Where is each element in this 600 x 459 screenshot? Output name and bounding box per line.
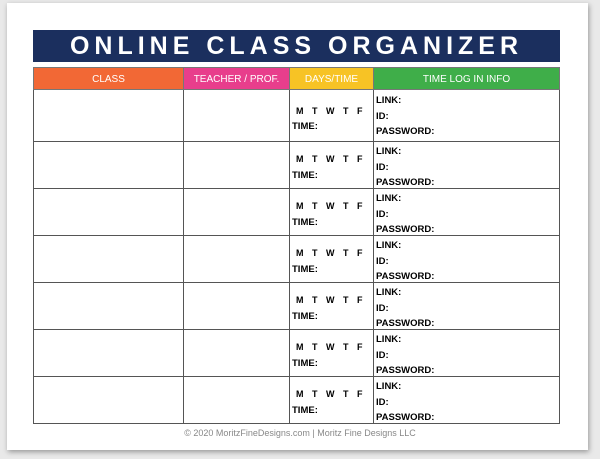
days-time-cell[interactable] [289,377,373,424]
class-cell[interactable] [33,90,183,142]
id-label: ID: [376,302,389,314]
page-title: ONLINE CLASS ORGANIZER [33,30,560,62]
days-time-cell[interactable] [289,283,373,330]
login-info-cell[interactable] [373,330,560,377]
weekdays-label: M T W T F [296,342,363,352]
time-label: TIME: [292,264,318,275]
weekdays-label: M T W T F [296,248,363,258]
class-cell[interactable] [33,283,183,330]
link-label: LINK: [376,287,402,298]
id-label: ID: [376,110,389,122]
weekdays-label: M T W T F [296,201,363,211]
table-row [33,90,560,142]
header-row [33,67,560,90]
table-row [33,142,560,189]
link-label: LINK: [376,193,402,204]
link-label: LINK: [376,381,402,392]
password-label: PASSWORD: [376,365,435,376]
table-row [33,377,560,424]
class-cell[interactable] [33,236,183,283]
header-teacher: TEACHER / PROF. [183,67,289,90]
link-label: LINK: [376,95,402,106]
time-label: TIME: [292,405,318,416]
teacher-cell[interactable] [183,189,289,236]
header-class: CLASS [33,67,183,90]
class-cell[interactable] [33,189,183,236]
days-time-cell[interactable] [289,236,373,283]
days-time-cell[interactable] [289,142,373,189]
password-label: PASSWORD: [376,177,435,188]
weekdays-label: M T W T F [296,389,363,399]
teacher-cell[interactable] [183,283,289,330]
id-label: ID: [376,161,389,173]
class-cell[interactable] [33,142,183,189]
days-time-cell[interactable] [289,330,373,377]
time-label: TIME: [292,311,318,322]
password-label: PASSWORD: [376,224,435,235]
link-label: LINK: [376,334,402,345]
class-cell[interactable] [33,330,183,377]
id-label: ID: [376,396,389,408]
footer-copyright: © 2020 MoritzFineDesigns.com | Moritz Fine Designs LLC [184,428,416,438]
login-info-cell[interactable] [373,189,560,236]
time-label: TIME: [292,217,318,228]
teacher-cell[interactable] [183,90,289,142]
days-time-cell[interactable] [289,90,373,142]
organizer-table [33,67,560,424]
id-label: ID: [376,255,389,267]
password-label: PASSWORD: [376,271,435,282]
table-row [33,189,560,236]
teacher-cell[interactable] [183,330,289,377]
password-label: PASSWORD: [376,126,435,137]
time-label: TIME: [292,170,318,181]
id-label: ID: [376,349,389,361]
table-row [33,283,560,330]
login-info-cell[interactable] [373,142,560,189]
login-info-cell[interactable] [373,90,560,142]
teacher-cell[interactable] [183,142,289,189]
login-info-cell[interactable] [373,377,560,424]
header-login-info: TIME LOG IN INFO [373,67,560,90]
login-info-cell[interactable] [373,283,560,330]
link-label: LINK: [376,146,402,157]
password-label: PASSWORD: [376,412,435,423]
table-row [33,236,560,283]
time-label: TIME: [292,121,318,132]
id-label: ID: [376,208,389,220]
login-info-cell[interactable] [373,236,560,283]
teacher-cell[interactable] [183,236,289,283]
weekdays-label: M T W T F [296,295,363,305]
link-label: LINK: [376,240,402,251]
time-label: TIME: [292,358,318,369]
weekdays-label: M T W T F [296,154,363,164]
days-time-cell[interactable] [289,189,373,236]
class-cell[interactable] [33,377,183,424]
table-row [33,330,560,377]
header-days-time: DAYS/TIME [289,67,373,90]
weekdays-label: M T W T F [296,106,363,116]
teacher-cell[interactable] [183,377,289,424]
password-label: PASSWORD: [376,318,435,329]
